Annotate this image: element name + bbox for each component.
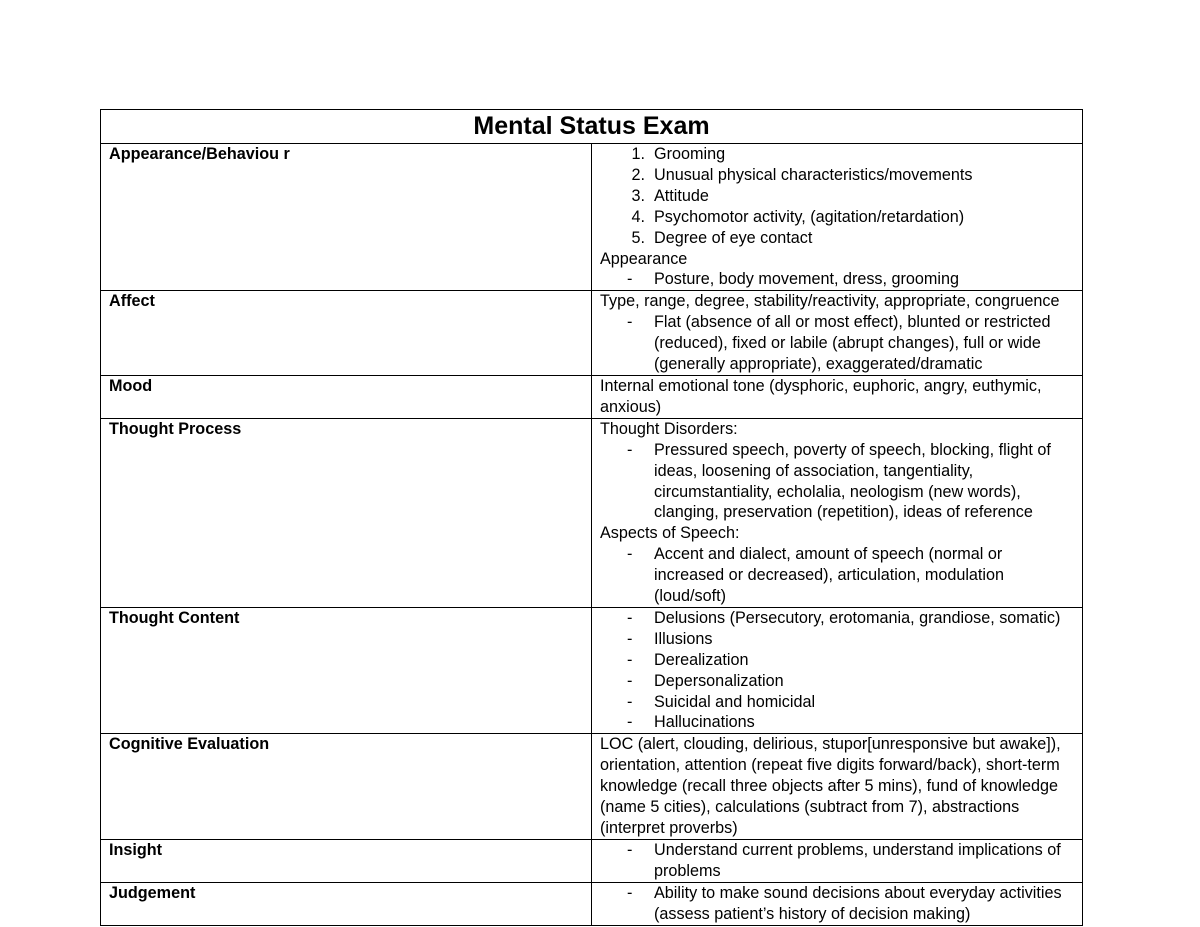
- dash-marker: -: [627, 692, 633, 711]
- bullet-item: [600, 671, 1074, 692]
- subheading: Thought Disorders:: [600, 419, 738, 438]
- row-affect: [101, 291, 1083, 376]
- row-label: Thought Process: [101, 418, 592, 607]
- row-mood: [101, 375, 1083, 418]
- row-content: [592, 607, 1083, 733]
- item-text: Grooming: [654, 145, 726, 163]
- bullet-item: [600, 269, 1074, 290]
- dash-marker: -: [627, 629, 633, 648]
- dash-marker: -: [627, 650, 633, 669]
- row-thought-content: [101, 607, 1083, 733]
- dash-marker: -: [627, 545, 633, 564]
- row-content: LOC (alert, clouding, delirious, stupor[unresponsive but awake]), orientation, attention (repeat five digits forward/back), short-term knowledge (recall three objects after 5 mins), fund of knowledge (name 5 cities), calculations (subtract from 7), abstractions (interpret proverbs): [592, 734, 1083, 840]
- row-content: [592, 291, 1083, 376]
- item-number: 3.: [631, 186, 645, 205]
- row-content: Internal emotional tone (dysphoric, euphoric, angry, euthymic, anxious): [592, 375, 1083, 418]
- row-label: Mood: [101, 375, 592, 418]
- item-text: Delusions (Persecutory, erotomania, grandiose, somatic): [654, 608, 1061, 627]
- row-content: [592, 418, 1083, 607]
- list-item: [600, 165, 1074, 186]
- table-title: Mental Status Exam: [101, 110, 1083, 144]
- title-row: [101, 110, 1083, 144]
- bullet-item: [600, 608, 1074, 629]
- item-text: Degree of eye contact: [654, 228, 813, 247]
- item-text: Illusions: [654, 629, 713, 648]
- list-item: [600, 228, 1074, 249]
- row-label: Judgement: [101, 882, 592, 925]
- intro-text: Type, range, degree, stability/reactivity, appropriate, congruence: [600, 292, 1060, 311]
- row-appearance-behaviour: [101, 144, 1083, 291]
- item-text: Pressured speech, poverty of speech, blocking, flight of ideas, loosening of association, tangentiality, circumstantiality, echolalia, neologism (new words), clanging, preservation (repetition), ideas of reference: [654, 440, 1051, 522]
- bullet-item: [600, 629, 1074, 650]
- dash-marker: -: [627, 671, 633, 690]
- item-text: Depersonalization: [654, 671, 784, 690]
- subheading: Aspects of Speech:: [600, 524, 740, 543]
- row-label: Affect: [101, 291, 592, 376]
- row-label: Appearance/Behaviou r: [101, 144, 592, 291]
- bullet-item: [600, 712, 1074, 733]
- list-item: [600, 207, 1074, 228]
- item-text: Ability to make sound decisions about everyday activities (assess patient’s history of decision making): [654, 883, 1062, 923]
- bullet-item: [600, 840, 1074, 882]
- row-label: Insight: [101, 839, 592, 882]
- list-item: [600, 144, 1074, 165]
- item-text: Hallucinations: [654, 713, 755, 732]
- dash-marker: -: [627, 313, 633, 332]
- row-judgement: [101, 882, 1083, 925]
- bullet-item: [600, 883, 1074, 925]
- row-label: Thought Content: [101, 607, 592, 733]
- row-content: [592, 839, 1083, 882]
- dash-marker: -: [627, 270, 633, 289]
- row-thought-process: [101, 418, 1083, 607]
- item-number: 1.: [631, 145, 645, 163]
- subheading: Appearance: [600, 249, 688, 268]
- bullet-item: [600, 312, 1074, 375]
- row-content: [592, 882, 1083, 925]
- bullet-item: [600, 650, 1074, 671]
- item-text: Unusual physical characteristics/movements: [654, 165, 973, 184]
- item-number: 2.: [631, 165, 645, 184]
- row-content: [592, 144, 1083, 291]
- dash-marker: -: [627, 440, 633, 459]
- dash-marker: -: [627, 883, 633, 902]
- row-cognitive-evaluation: [101, 734, 1083, 840]
- item-text: Understand current problems, understand implications of problems: [654, 840, 1061, 880]
- item-text: Attitude: [654, 186, 709, 205]
- item-text: Posture, body movement, dress, grooming: [654, 270, 960, 289]
- item-text: Flat (absence of all or most effect), blunted or restricted (reduced), fixed or labile (abrupt changes), full or wide (generally appropriate), exaggerated/dramatic: [654, 313, 1051, 374]
- mental-status-exam-table: [100, 109, 1083, 926]
- dash-marker: -: [627, 608, 633, 627]
- row-insight: [101, 839, 1083, 882]
- item-number: 4.: [631, 207, 645, 226]
- bullet-item: [600, 544, 1074, 607]
- item-text: Psychomotor activity, (agitation/retardation): [654, 207, 965, 226]
- dash-marker: -: [627, 840, 633, 859]
- bullet-item: [600, 692, 1074, 713]
- list-item: [600, 186, 1074, 207]
- item-text: Derealization: [654, 650, 749, 669]
- row-label: Cognitive Evaluation: [101, 734, 592, 840]
- item-number: 5.: [631, 228, 645, 247]
- item-text: Accent and dialect, amount of speech (normal or increased or decreased), articulation, modulation (loud/soft): [654, 545, 1005, 606]
- item-text: Suicidal and homicidal: [654, 692, 816, 711]
- bullet-item: [600, 440, 1074, 524]
- dash-marker: -: [627, 713, 633, 732]
